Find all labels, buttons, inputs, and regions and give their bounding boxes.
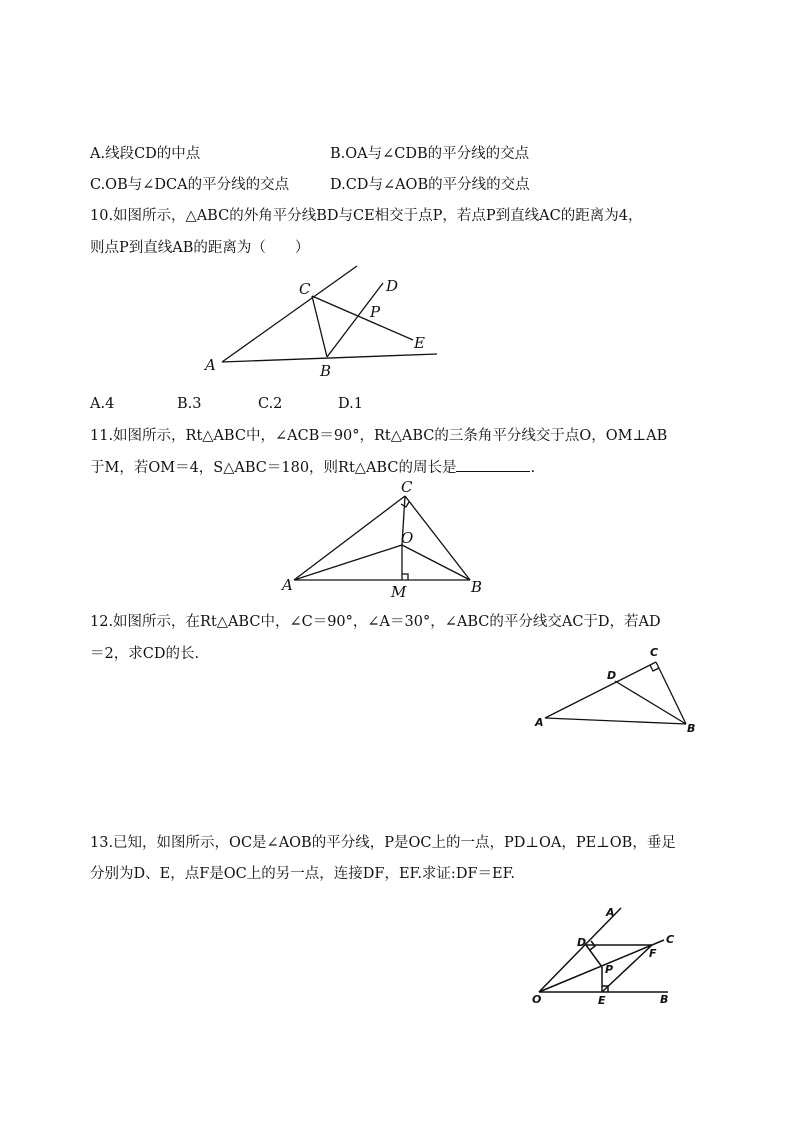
q13-label-e: E xyxy=(598,994,606,1007)
q10-option-c: C.2 xyxy=(258,396,283,412)
q12-text-line2: ＝2，求CD的长. xyxy=(90,646,200,662)
q12-label-b: B xyxy=(687,722,696,735)
q9-option-c: C.OB与∠DCA的平分线的交点 xyxy=(90,177,290,193)
q13-label-a: A xyxy=(606,906,615,919)
q10-text-line1: 10.如图所示，△ABC的外角平分线BD与CE相交于点P，若点P到直线AC的距离为4， xyxy=(90,208,643,224)
q11-label-m: M xyxy=(391,583,407,601)
q13-text-line1: 13.已知，如图所示，OC是∠AOB的平分线，P是OC上的一点，PD⊥OA，PE⊥OB，垂足 xyxy=(90,835,676,851)
q12-text-line1: 12.如图所示，在Rt△ABC中，∠C＝90°，∠A＝30°，∠ABC的平分线交AC于D，若AD xyxy=(90,614,661,630)
q13-label-b: B xyxy=(660,993,669,1006)
q10-label-c: C xyxy=(299,280,311,298)
q9-option-b: B.OA与∠CDB的平分线的交点 xyxy=(330,146,530,162)
q13-label-o: O xyxy=(532,993,542,1006)
q10-label-p: P xyxy=(370,303,381,321)
q11-text-line2-pre: 于M，若OM＝4，S△ABC＝180，则Rt△ABC的周长是 xyxy=(90,460,457,476)
q11-label-a: A xyxy=(282,576,293,594)
q13-label-f: F xyxy=(649,947,657,960)
q10-label-b: B xyxy=(320,362,332,380)
q10-label-a: A xyxy=(205,356,216,374)
q10-label-e: E xyxy=(414,334,425,352)
q12-label-a: A xyxy=(535,716,544,729)
q11-label-b: B xyxy=(471,578,483,596)
q13-label-c: C xyxy=(666,933,675,946)
q11-label-o: O xyxy=(401,529,414,547)
q10-label-d: D xyxy=(386,277,399,295)
q13-label-d: D xyxy=(577,936,587,949)
q10-option-d: D.1 xyxy=(338,396,363,412)
q9-option-d: D.CD与∠AOB的平分线的交点 xyxy=(330,177,530,193)
q11-label-c: C xyxy=(401,478,413,496)
q10-option-a: A.4 xyxy=(90,396,115,412)
q10-option-b: B.3 xyxy=(177,396,202,412)
q9-option-a: A.线段CD的中点 xyxy=(90,146,201,162)
q12-label-d: D xyxy=(607,669,617,682)
q10-text-line2: 则点P到直线AB的距离为（ ） xyxy=(90,240,310,256)
q13-label-p: P xyxy=(605,963,614,976)
q11-text-line1: 11.如图所示，Rt△ABC中，∠ACB＝90°，Rt△ABC的三条角平分线交于点O，OM⊥AB xyxy=(90,428,668,444)
q11-text-line2-post: . xyxy=(530,460,536,476)
q13-text-line2: 分别为D、E，点F是OC上的另一点，连接DF，EF.求证:DF＝EF. xyxy=(90,866,516,882)
q12-label-c: C xyxy=(650,646,659,659)
